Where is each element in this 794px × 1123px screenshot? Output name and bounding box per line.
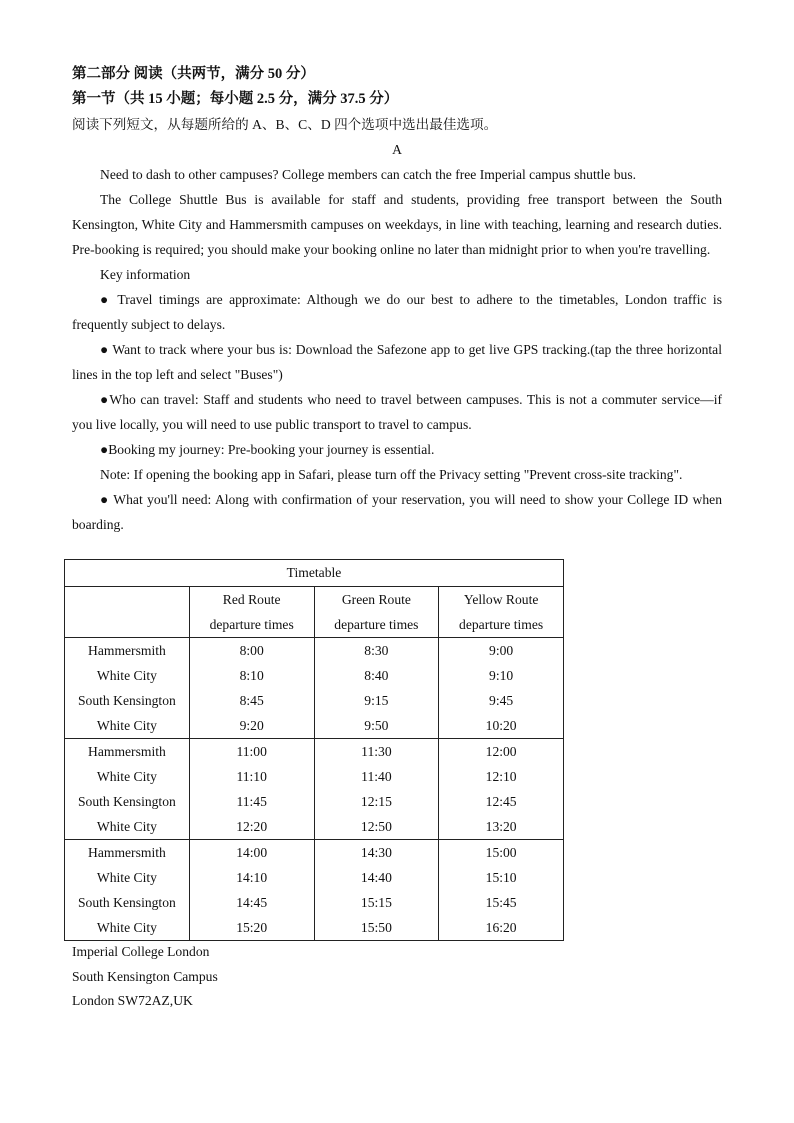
timetable (64, 559, 564, 941)
departure-time: 8:30 (364, 643, 389, 658)
timetable-group (65, 840, 564, 941)
departure-time: 12:20 (236, 819, 268, 834)
departure-time: 9:45 (489, 693, 514, 708)
timetable-group (65, 638, 564, 739)
bullet-tracking: ● Want to track where your bus is: Download the Safezone app to get live GPS tracking.(tap the three horizontal lines in the top left and select "Buses") (72, 342, 722, 382)
yellow-times (439, 739, 564, 840)
departure-time: 9:50 (364, 718, 389, 733)
stop-name: Hammersmith (88, 845, 166, 860)
stop-name: South Kensington (78, 794, 176, 809)
departure-time: 9:00 (489, 643, 514, 658)
passage-label: A (392, 142, 402, 157)
timetable-group (65, 739, 564, 840)
stop-name: White City (96, 920, 157, 935)
green-times (314, 840, 439, 941)
departure-time: 9:20 (239, 718, 264, 733)
departure-time: 9:15 (364, 693, 389, 708)
departure-time: 11:40 (361, 769, 392, 784)
part-title: 第二部分 阅读（共两节，满分 50 分） (72, 66, 315, 82)
stop-name: White City (96, 668, 157, 683)
red-route-sub: departure times (209, 617, 294, 632)
stop-names (65, 638, 190, 739)
departure-time: 11:45 (236, 794, 267, 809)
stop-name: Hammersmith (88, 744, 166, 759)
description-paragraph: The College Shuttle Bus is available for staff and students, providing free transport between the South Kensington, White City and Hammersmith campuses on weekdays, in line with teaching, learning and research duties. Pre-booking is required; you should make your booking online no later than midnight prior to when you're travelling. (72, 192, 722, 257)
safari-note: Note: If opening the booking app in Safari, please turn off the Privacy setting "Prevent cross-site tracking". (100, 467, 683, 482)
bullet-booking: ●Booking my journey: Pre-booking your journey is essential. (100, 442, 435, 457)
red-route-label: Red Route (222, 592, 281, 607)
green-times (314, 739, 439, 840)
timetable-header-row (65, 587, 564, 638)
departure-time: 15:15 (360, 895, 392, 910)
departure-time: 11:10 (236, 769, 267, 784)
departure-time: 12:00 (485, 744, 517, 759)
departure-time: 8:45 (239, 693, 264, 708)
green-times (314, 638, 439, 739)
red-times (189, 840, 314, 941)
stop-name: South Kensington (78, 895, 176, 910)
stop-names (65, 840, 190, 941)
departure-time: 8:40 (364, 668, 389, 683)
stop-name: White City (96, 769, 157, 784)
section-title: 第一节（共 15 小题；每小题 2.5 分，满分 37.5 分） (72, 91, 399, 107)
yellow-route-header (439, 587, 564, 638)
departure-time: 14:45 (236, 895, 268, 910)
yellow-times (439, 638, 564, 739)
departure-time: 8:10 (239, 668, 264, 683)
departure-time: 12:50 (360, 819, 392, 834)
red-route-header (189, 587, 314, 638)
bullet-who-can-travel: ●Who can travel: Staff and students who need to travel between campuses. This is not a commuter service—if you live locally, you will need to use public transport to travel to campus. (72, 392, 722, 432)
departure-time: 14:00 (236, 845, 268, 860)
timetable-title: Timetable (65, 560, 564, 587)
departure-time: 11:00 (236, 744, 267, 759)
stop-name: White City (96, 819, 157, 834)
departure-time: 15:00 (485, 845, 517, 860)
address-line: South Kensington Campus (72, 968, 218, 984)
exam-page (72, 62, 722, 537)
address-block (72, 940, 218, 1014)
green-route-sub: departure times (334, 617, 419, 632)
green-route-label: Green Route (341, 592, 411, 607)
intro-paragraph: Need to dash to other campuses? College members can catch the free Imperial campus shuttle bus. (100, 167, 637, 182)
yellow-times (439, 840, 564, 941)
address-line: London SW72AZ,UK (72, 993, 193, 1008)
departure-time: 11:30 (361, 744, 392, 759)
green-route-header (314, 587, 439, 638)
departure-time: 16:20 (485, 920, 517, 935)
stop-name: South Kensington (78, 693, 176, 708)
bullet-what-you-need: ● What you'll need: Along with confirmation of your reservation, you will need to show your College ID when boarding. (72, 492, 722, 532)
timetable-container (64, 559, 564, 941)
stop-names (65, 739, 190, 840)
departure-time: 9:10 (489, 668, 514, 683)
red-times (189, 638, 314, 739)
key-info-title: Key information (100, 267, 191, 282)
departure-time: 15:50 (360, 920, 392, 935)
departure-time: 15:20 (236, 920, 268, 935)
departure-time: 12:15 (360, 794, 392, 809)
departure-time: 14:10 (236, 870, 268, 885)
departure-time: 14:40 (360, 870, 392, 885)
yellow-route-label: Yellow Route (463, 592, 539, 607)
departure-time: 13:20 (485, 819, 517, 834)
departure-time: 12:45 (485, 794, 517, 809)
departure-time: 10:20 (485, 718, 517, 733)
instruction: 阅读下列短文，从每题所给的 A、B、C、D 四个选项中选出最佳选项。 (72, 117, 498, 132)
timetable-title-row (65, 560, 564, 587)
departure-time: 12:10 (485, 769, 517, 784)
bullet-timings: ● Travel timings are approximate: Although we do our best to adhere to the timetables, London traffic is frequently subject to delays. (72, 292, 722, 332)
departure-time: 15:10 (485, 870, 517, 885)
address-line: Imperial College London (72, 944, 210, 959)
departure-time: 14:30 (360, 845, 392, 860)
departure-time: 15:45 (485, 895, 517, 910)
stop-name: White City (96, 870, 157, 885)
stop-name: White City (96, 718, 157, 733)
red-times (189, 739, 314, 840)
stop-column-header (65, 587, 190, 638)
stop-name: Hammersmith (88, 643, 166, 658)
yellow-route-sub: departure times (459, 617, 544, 632)
departure-time: 8:00 (239, 643, 264, 658)
